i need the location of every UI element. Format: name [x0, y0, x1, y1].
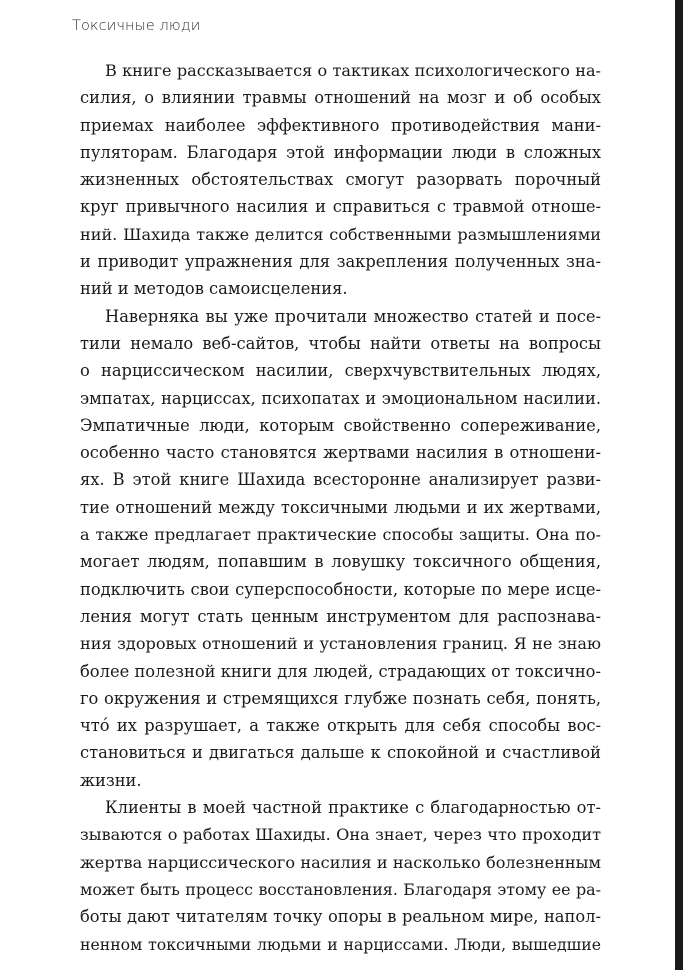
text-line: тили немало веб-сайтов, чтобы найти ответы на вопросы — [80, 333, 601, 353]
paragraph-3 — [80, 794, 601, 958]
text-line: ний. Шахида также делится собственными размышлениями — [80, 224, 601, 244]
text-line: могает людям, попавшим в ловушку токсичного общения, — [80, 552, 601, 572]
text-line: боты дают читателям точку опоры в реальном мире, напол- — [80, 907, 601, 927]
text-line: ненном токсичными людьми и нарциссами. Люди, вышедшие — [80, 934, 601, 954]
text-line: становиться и двигаться дальше к спокойной и счастливой — [80, 743, 601, 763]
text-line: Клиенты в моей частной практике с благодарностью от- — [105, 798, 601, 818]
running-header: Токсичные люди — [72, 18, 201, 34]
text-line: подключить свои суперспособности, которые по мере исце- — [80, 579, 601, 599]
text-line: особенно часто становятся жертвами насилия в отношени- — [80, 443, 601, 463]
text-line: пуляторам. Благодаря этой информации люди в сложных — [80, 142, 601, 162]
page-edge — [675, 0, 683, 970]
text-line: ний и методов самоисцеления. — [80, 279, 348, 299]
text-line: приемах наиболее эффективного противодействия мани- — [80, 115, 601, 135]
text-line: го окружения и стремящихся глубже познать себя, понять, — [80, 688, 601, 708]
text-line: жертва нарциссического насилия и насколько болезненным — [80, 852, 601, 872]
text-line: круг привычного насилия и справиться с травмой отноше- — [80, 197, 601, 217]
text-line: более полезной книги для людей, страдающих от токсично- — [80, 661, 601, 681]
text-line: В книге рассказывается о тактиках психологического на- — [105, 61, 601, 80]
text-line: ях. В этой книге Шахида всесторонне анализирует разви- — [80, 470, 601, 490]
text-body — [80, 57, 601, 958]
text-line: Эмпатичные люди, которым свойственно сопереживание, — [80, 415, 601, 435]
text-line: жизни. — [80, 770, 142, 790]
paragraph-2 — [80, 303, 601, 794]
text-line: эмпатах, нарциссах, психопатах и эмоциональном насилии. — [80, 388, 601, 408]
text-line: Наверняка вы уже прочитали множество статей и посе- — [105, 306, 601, 326]
text-line: о нарциссическом насилии, сверхчувствительных людях, — [80, 361, 601, 381]
text-line: силия, о влиянии травмы отношений на мозг и об особых — [80, 88, 601, 108]
text-line: ния здоровых отношений и установления границ. Я не знаю — [80, 634, 601, 654]
paragraph-1 — [80, 57, 601, 303]
text-line: а также предлагает практические способы защиты. Она по- — [80, 525, 601, 545]
text-line: и приводит упражнения для закрепления полученных зна- — [80, 252, 601, 272]
text-line: тие отношений между токсичными людьми и их жертвами, — [80, 497, 601, 517]
text-line: чтó их разрушает, а также открыть для себя способы вос- — [80, 716, 601, 736]
text-line: может быть процесс восстановления. Благодаря этому ее ра- — [80, 879, 601, 899]
text-line: зываются о работах Шахиды. Она знает, через что проходит — [80, 825, 601, 845]
text-line: жизненных обстоятельствах смогут разорвать порочный — [80, 170, 601, 190]
text-line: ления могут стать ценным инструментом для распознава- — [80, 606, 601, 626]
